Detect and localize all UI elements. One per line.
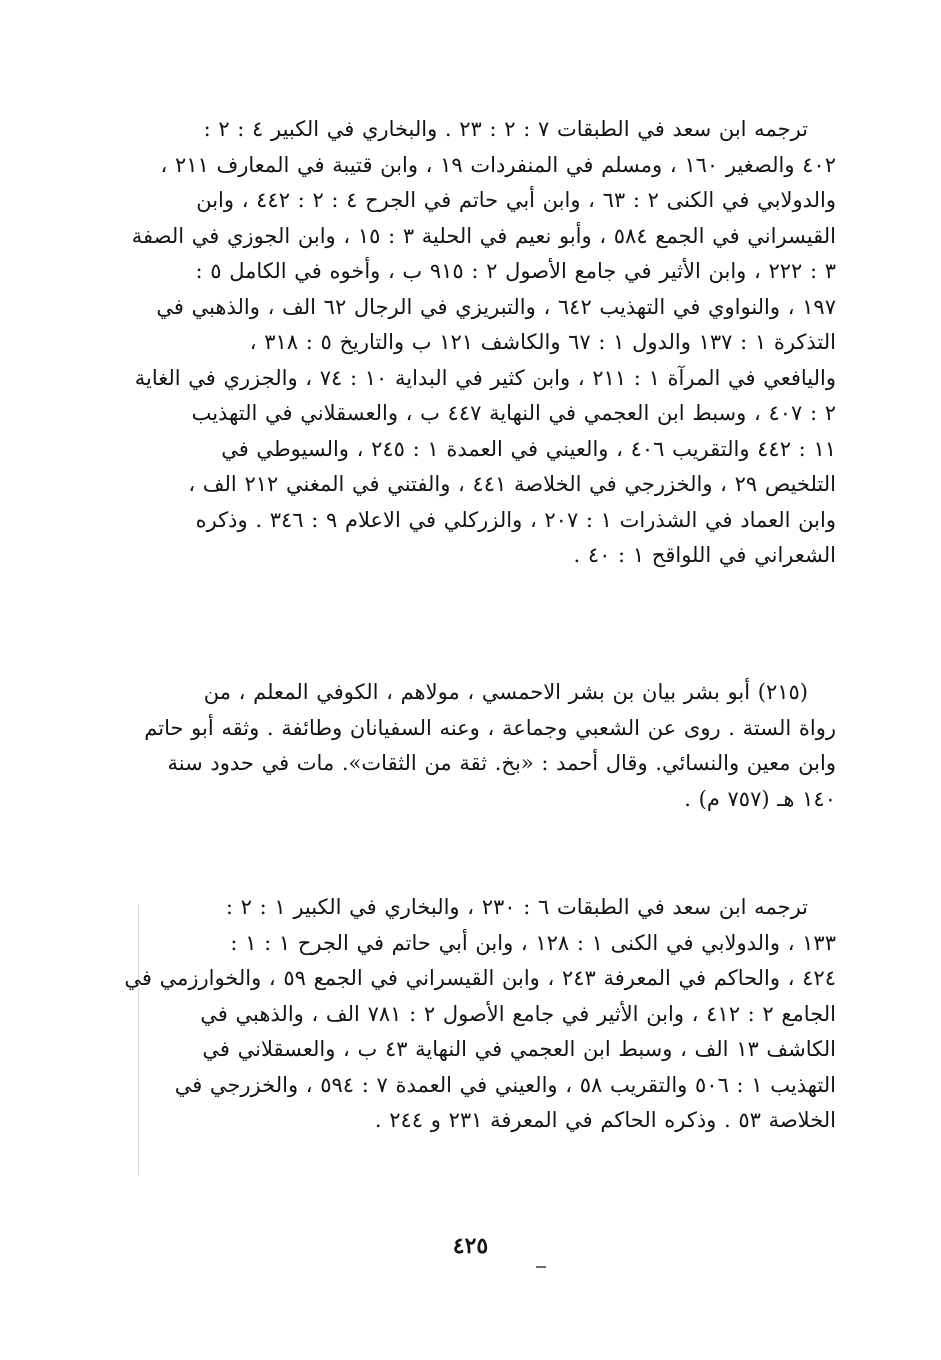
page-number: ٤٢٥ [452,1233,489,1259]
text-line: واليافعي في المرآة ١ : ٢١١ ، وابن كثير في البداية ١٠ : ٧٤ ، والجزري في الغاية [134,365,836,390]
text-line: ١٤٠ هـ (٧٥٧ م) . [684,786,836,811]
text-line: رواة الستة . روى عن الشعبي وجماعة ، وعنه السفيانان وطائفة . وثقه أبو حاتم [144,715,836,740]
text-line: ترجمه ابن سعد في الطبقات ٧ : ٢ : ٢٣ . والبخاري في الكبير ٤ : ٢ : [203,117,808,141]
text-line: ٤٢٤ ، والحاكم في المعرفة ٢٤٣ ، وابن القيسراني في الجمع ٥٩ ، والخوارزمي في [124,966,836,990]
text-line: الشعراني في اللواقح ١ : ٤٠ . [573,543,836,567]
text-line: ١٩٧ ، والنواوي في التهذيب ٦٤٢ ، والتبريزي في الرجال ٦٢ الف ، والذهبي في [156,294,836,319]
text-line: ١١ : ٤٤٢ والتقريب ٤٠٦ ، والعيني في العمدة ١ : ٢٤٥ ، والسيوطي في [221,436,836,461]
text-line: الخلاصة ٥٣ . وذكره الحاكم في المعرفة ٢٣١ و ٢٤٤ . [374,1108,836,1132]
footer-dash [536,1266,546,1268]
text-line: وابن معين والنسائي. وقال أحمد : «بخ. ثقة من الثقات». مات في حدود سنة [167,751,836,775]
text-line: الجامع ٢ : ٤١٢ ، وابن الأثير في جامع الأصول ٢ : ٧٨١ الف ، والذهبي في [200,1001,836,1026]
text-line: ٤٠٢ والصغير ١٦٠ ، ومسلم في المنفردات ١٩ ، وابن قتيبة في المعارف ٢١١ ، [160,152,836,177]
text-line: التلخيص ٢٩ ، والخزرجي في الخلاصة ٤٤١ ، والفتني في المغني ٢١٢ الف ، [188,472,836,496]
text-line: الكاشف ١٣ الف ، وسبط ابن العجمي في النهاية ٤٣ ب ، والعسقلاني في [202,1037,836,1061]
biography-entry-215 [144,675,836,817]
text-line: ٣ : ٢٢٢ ، وابن الأثير في جامع الأصول ٢ : ٩١٥ ب ، وأخوه في الكامل ٥ : [195,259,836,283]
scan-margin-line [138,905,139,1175]
text-line: والدولابي في الكنى ٢ : ٦٣ ، وابن أبي حاتم في الجرح ٤ : ٢ : ٤٤٢ ، وابن [196,188,836,212]
text-line: ترجمه ابن سعد في الطبقات ٦ : ٢٣٠ ، والبخاري في الكبير ١ : ٢ : [225,895,808,919]
text-line: وابن العماد في الشذرات ١ : ٢٠٧ ، والزركلي في الاعلام ٩ : ٣٤٦ . وذكره [195,507,836,532]
references-paragraph-2 [124,890,836,1139]
text-line: (٢١٥) أبو بشر بيان بن بشر الاحمسي ، مولاهم ، الكوفي المعلم ، من [203,680,808,704]
text-line: التذكرة ١ : ١٣٧ والدول ١ : ٦٧ والكاشف ١٢١ ب والتاريخ ٥ : ٣١٨ ، [249,330,836,354]
text-line: القيسراني في الجمع ٥٨٤ ، وأبو نعيم في الحلية ٣ : ١٥ ، وابن الجوزي في الصفة [131,223,836,248]
text-line: ٢ : ٤٠٧ ، وسبط ابن العجمي في النهاية ٤٤٧ ب ، والعسقلاني في التهذيب [191,401,836,425]
text-line: التهذيب ١ : ٥٠٦ والتقريب ٥٨ ، والعيني في العمدة ٧ : ٥٩٤ ، والخزرجي في [174,1072,836,1097]
references-paragraph-1 [131,112,836,574]
text-line: ١٣٣ ، والدولابي في الكنى ١ : ١٢٨ ، وابن أبي حاتم في الجرح ١ : ١ : [230,930,836,955]
